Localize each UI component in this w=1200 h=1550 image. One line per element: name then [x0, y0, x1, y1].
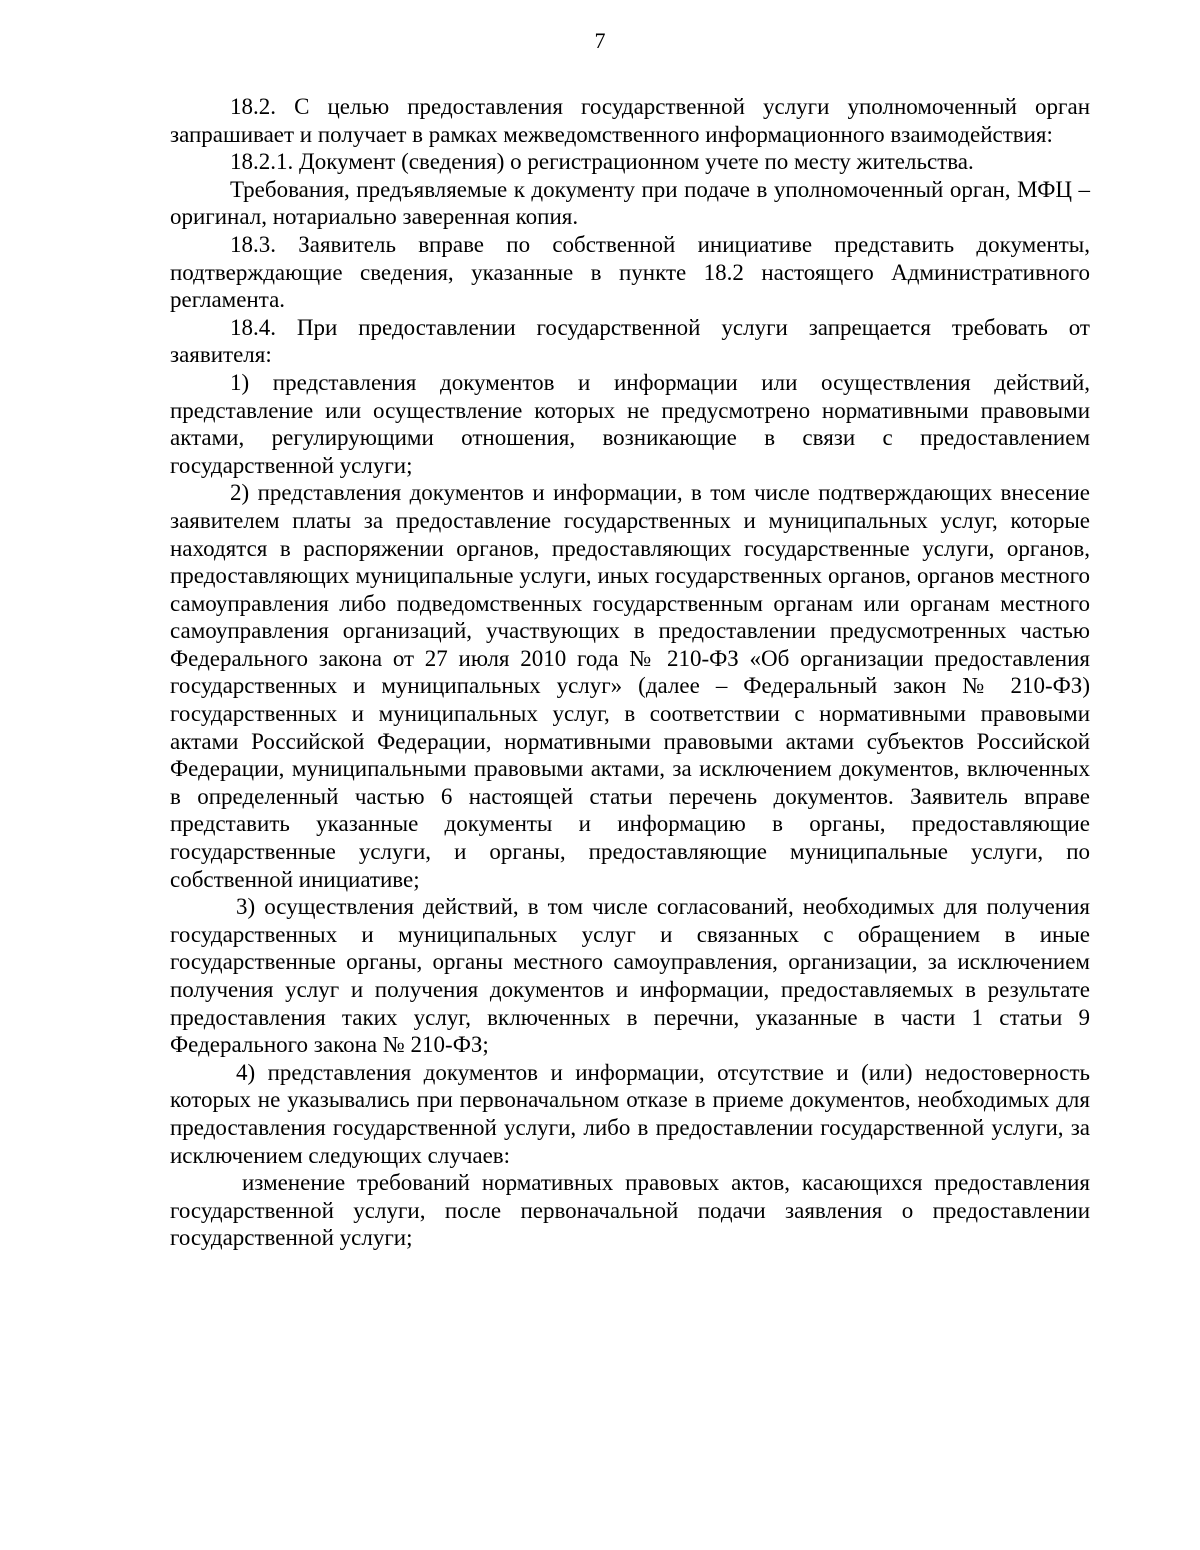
list-item-1: 1) представления документов и информации или осуществления действий, представление или осуществление которых не предусмотрено нормативными правовыми актами, регулирующими отношения, возникающие в связи с предоставлением государственной услуги; — [170, 369, 1090, 478]
document-body — [170, 93, 1090, 1252]
paragraph-18-3: 18.3. Заявитель вправе по собственной инициативе представить документы, подтверждающие сведения, указанные в пункте 18.2 настоящего Административного регламента. — [170, 231, 1090, 313]
exception-case-1: изменение требований нормативных правовых актов, касающихся предоставления государственной услуги, после первоначальной подачи заявления о предоставлении государственной услуги; — [170, 1170, 1090, 1251]
paragraph-18-4: 18.4. При предоставлении государственной услуги запрещается требовать от заявителя: — [170, 314, 1090, 368]
paragraph-18-2: 18.2. С целью предоставления государственной услуги уполномоченный орган запрашивает и получает в рамках межведомственного информационного взаимодействия: — [170, 94, 1090, 147]
list-item-2: 2) представления документов и информации, в том числе подтверждающих внесение заявителем платы за предоставление государственных и муниципальных услуг, которые находятся в распоряжении органов, предоставляющих государственные услуги, органов, предоставляющих муниципальные услуги, иных государственных органов, органов местного самоуправления либо подведомственных государственным органам или органам местного самоуправления организаций, участвующих в предоставлении предусмотренных частью Федерального закона от 27 июля 2010 года № 210-ФЗ «Об организации предоставления государственных и муниципальных услуг» (далее – Федеральный закон № 210-ФЗ) государственных и муниципальных услуг, в соответствии с нормативными правовыми актами Российской Федерации, нормативными правовыми актами субъектов Российской Федерации, муниципальными правовыми актами, за исключением документов, включенных в определенный частью 6 настоящей статьи перечень документов. Заявитель вправе представить указанные документы и информацию в органы, предоставляющие государственные услуги, и органы, предоставляющие муниципальные услуги, по собственной инициативе; — [170, 480, 1090, 892]
paragraph-requirements: Требования, предъявляемые к документу при подаче в уполномоченный орган, МФЦ – оригинал, нотариально заверенная копия. — [170, 176, 1090, 230]
list-item-4: 4) представления документов и информации, отсутствие и (или) недостоверность которых не указывались при первоначальном отказе в приеме документов, необходимых для предоставления государственной услуги, либо в предоставлении государственной услуги, за исключением следующих случаев: — [170, 1059, 1090, 1168]
list-item-3: 3) осуществления действий, в том числе согласований, необходимых для получения государственных и муниципальных услуг и связанных с обращением в иные государственные органы, органы местного самоуправления, организации, за исключением получения услуг и получения документов и информации, предоставляемых в результате предоставления таких услуг, включенных в перечни, указанные в части 1 статьи 9 Федерального закона № 210-ФЗ; — [170, 894, 1090, 1058]
page-number: 7 — [594, 28, 606, 53]
paragraph-18-2-1: 18.2.1. Документ (сведения) о регистрационном учете по месту жительства. — [230, 149, 974, 175]
